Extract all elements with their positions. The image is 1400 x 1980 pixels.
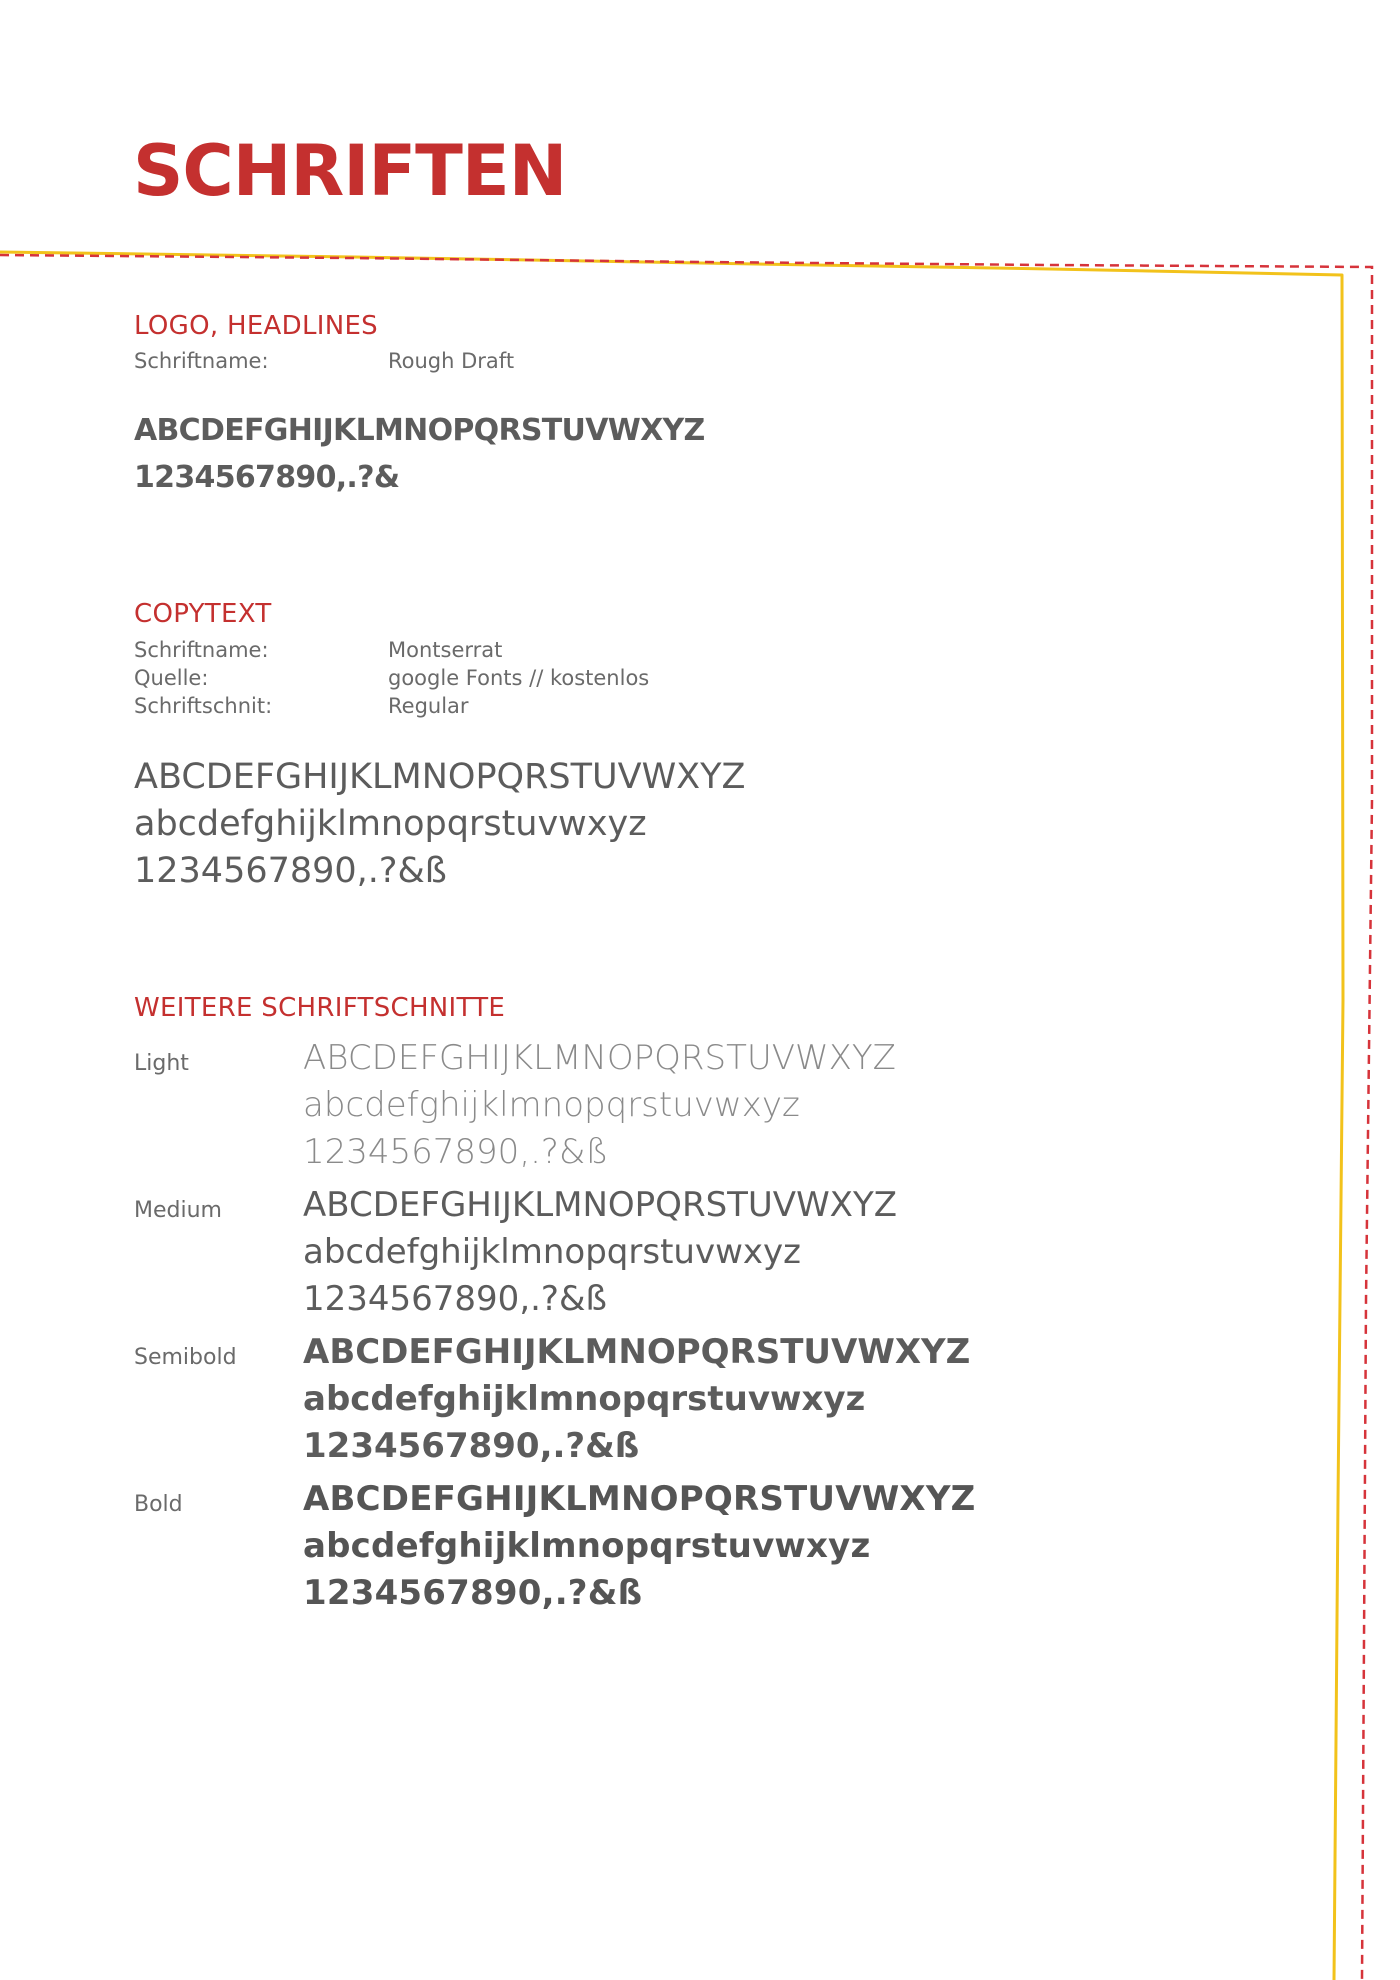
copytext-heading: COPYTEXT xyxy=(134,599,272,629)
font-name-value: Montserrat xyxy=(388,638,503,662)
logo-headlines-heading: LOGO, HEADLINES xyxy=(134,311,378,341)
page-title: SCHRIFTEN xyxy=(133,130,567,212)
weight-value: Regular xyxy=(388,694,469,718)
medium-lowercase-sample: abcdefghijklmnopqrstuvwxyz xyxy=(303,1232,801,1272)
font-name-value: Rough Draft xyxy=(388,349,515,373)
semibold-uppercase-sample: ABCDEFGHIJKLMNOPQRSTUVWXYZ xyxy=(303,1332,971,1372)
montserrat-uppercase-sample: ABCDEFGHIJKLMNOPQRSTUVWXYZ xyxy=(134,757,746,797)
weight-label-light: Light xyxy=(134,1051,189,1076)
font-name-label: Schriftname: xyxy=(134,638,269,662)
semibold-numbers-sample: 1234567890,.?&ß xyxy=(303,1426,640,1466)
medium-numbers-sample: 1234567890,.?&ß xyxy=(303,1279,607,1319)
more-weights-heading: WEITERE SCHRIFTSCHNITTE xyxy=(134,993,506,1023)
rough-draft-numbers-sample: 1234567890,.?& xyxy=(134,460,400,495)
weight-label-bold: Bold xyxy=(134,1492,183,1517)
montserrat-lowercase-sample: abcdefghijklmnopqrstuvwxyz xyxy=(134,804,647,844)
montserrat-numbers-sample: 1234567890,.?&ß xyxy=(134,851,447,891)
source-value: google Fonts // kostenlos xyxy=(388,666,650,690)
bold-numbers-sample: 1234567890,.?&ß xyxy=(303,1573,643,1613)
semibold-lowercase-sample: abcdefghijklmnopqrstuvwxyz xyxy=(303,1379,866,1419)
rough-draft-uppercase-sample: ABCDEFGHIJKLMNOPQRSTUVWXYZ xyxy=(134,413,705,448)
light-lowercase-sample: abcdefghijklmnopqrstuvwxyz xyxy=(303,1085,800,1125)
light-numbers-sample: 1234567890,.?&ß xyxy=(303,1132,609,1172)
source-label: Quelle: xyxy=(134,666,209,690)
weight-label-semibold: Semibold xyxy=(134,1345,237,1370)
font-name-label: Schriftname: xyxy=(134,349,269,373)
light-uppercase-sample: ABCDEFGHIJKLMNOPQRSTUVWXYZ xyxy=(303,1038,896,1078)
medium-uppercase-sample: ABCDEFGHIJKLMNOPQRSTUVWXYZ xyxy=(303,1185,898,1225)
bold-lowercase-sample: abcdefghijklmnopqrstuvwxyz xyxy=(303,1526,871,1566)
bold-uppercase-sample: ABCDEFGHIJKLMNOPQRSTUVWXYZ xyxy=(303,1479,976,1519)
weight-label-medium: Medium xyxy=(134,1198,222,1223)
weight-label: Schriftschnit: xyxy=(134,694,273,718)
